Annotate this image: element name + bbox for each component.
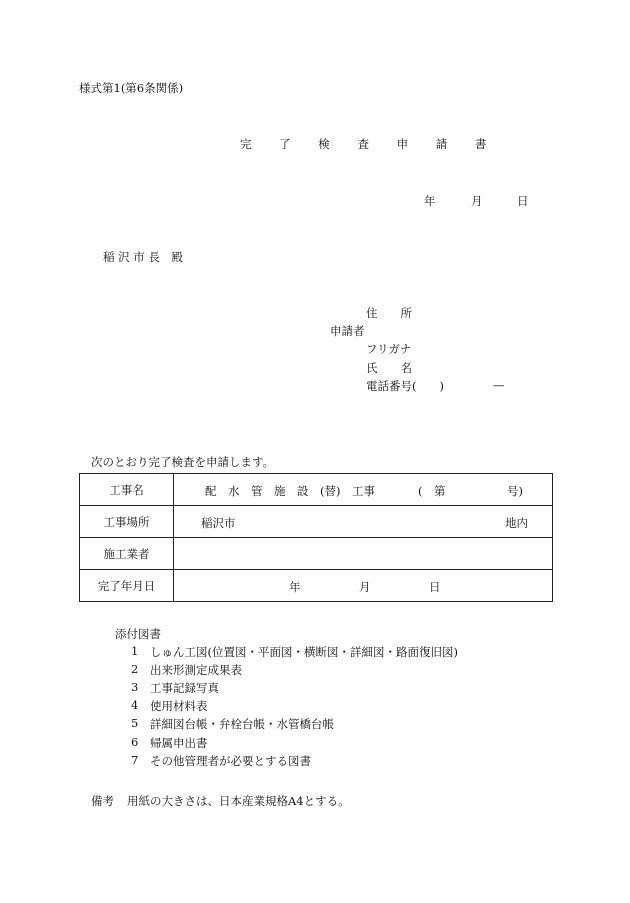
completion-month: 月 (359, 580, 371, 594)
attachment-num: 6 (131, 735, 139, 749)
note-text: 用紙の大きさは、日本産業規格A4とする。 (127, 794, 350, 808)
attachment-item: 詳細図台帳・弁栓台帳・水管橋台帳 (150, 717, 334, 731)
attachment-num: 7 (131, 753, 139, 767)
completion-day: 日 (429, 580, 441, 594)
table-row (80, 474, 553, 506)
form-number: 様式第1(第6条関係) (79, 81, 184, 95)
attachment-num: 1 (131, 644, 139, 658)
address-label: 住 所 (366, 306, 412, 320)
contractor-label: 施工業者 (80, 538, 174, 570)
date-year-label: 年 (424, 194, 436, 208)
attachment-item: 使用材料表 (150, 699, 208, 713)
completion-date-value (174, 570, 553, 602)
construction-number-open: ( 第 (418, 484, 446, 498)
furigana-label: フリガナ (366, 342, 412, 356)
addressee: 稲 沢 市 長 殿 (103, 250, 183, 264)
attachment-num: 3 (131, 680, 139, 694)
applicant-label: 申請者 (330, 324, 365, 338)
table-row (80, 538, 553, 570)
attachments-heading: 添付図書 (115, 627, 161, 641)
note-label: 備考 (91, 794, 114, 808)
construction-site-label: 工事場所 (80, 506, 174, 538)
table-row (80, 506, 553, 538)
construction-name-label: 工事名 (80, 474, 174, 506)
construction-name-text: 配 水 管 施 設 (替) 工事 (205, 484, 375, 498)
attachment-num: 2 (131, 662, 139, 676)
name-label: 氏 名 (366, 361, 412, 375)
completion-date-label: 完了年月日 (80, 570, 174, 602)
inspection-table (79, 473, 553, 602)
phone-label: 電話番号( ) (366, 379, 444, 393)
attachment-item: 出来形測定成果表 (150, 663, 242, 677)
phone-dash: — (493, 378, 505, 392)
attachment-item: 帰属申出書 (150, 736, 208, 750)
completion-year: 年 (289, 580, 301, 594)
attachment-num: 5 (131, 716, 139, 730)
construction-name-value (174, 474, 553, 506)
contractor-value (174, 538, 553, 570)
table-row (80, 570, 553, 602)
date-month-label: 月 (471, 194, 483, 208)
attachment-item: その他管理者が必要とする図書 (150, 754, 311, 768)
date-day-label: 日 (517, 194, 529, 208)
site-area-suffix: 地内 (505, 516, 528, 530)
attachment-item: 工事記録写真 (150, 681, 219, 695)
construction-site-value (174, 506, 553, 538)
attachment-num: 4 (131, 698, 139, 712)
site-city-text: 稲沢市 (201, 516, 236, 530)
document-title: 完 了 検 査 申 請 書 (240, 137, 499, 151)
request-text: 次のとおり完了検査を申請します。 (91, 455, 275, 469)
attachment-item: しゅん工図(位置図・平面図・横断図・詳細図・路面復旧図) (150, 645, 458, 659)
construction-number-close: 号) (507, 484, 523, 498)
